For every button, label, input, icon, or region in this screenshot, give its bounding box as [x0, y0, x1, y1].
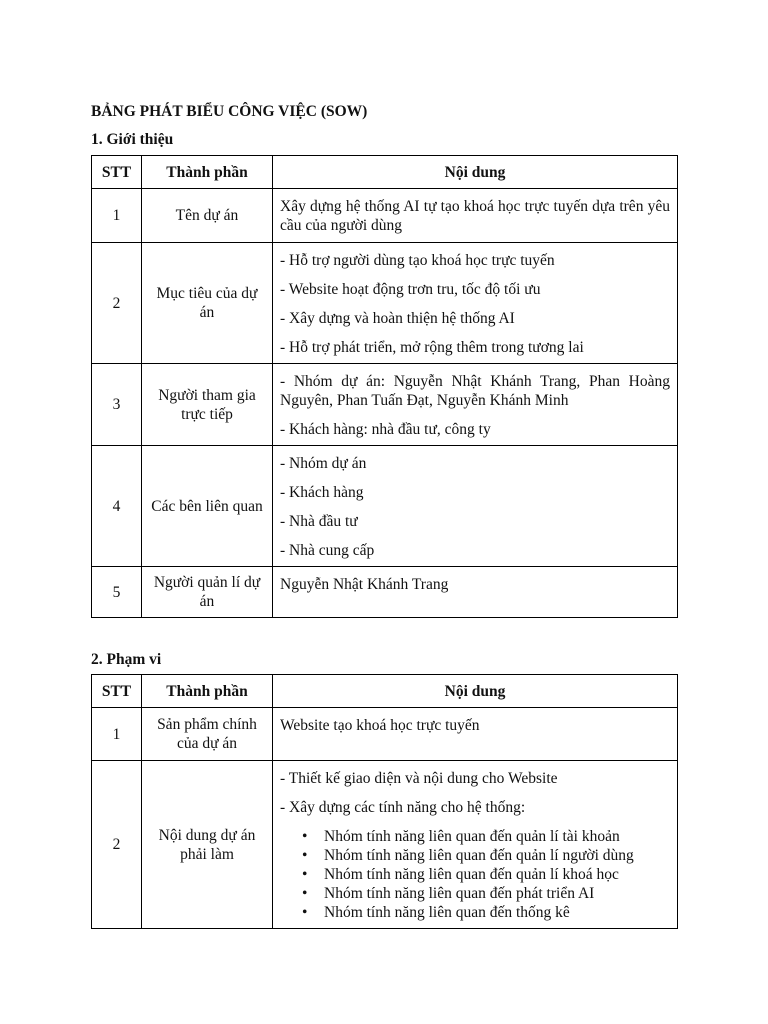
table-row — [92, 446, 678, 567]
table-row — [92, 189, 678, 243]
content-line: - Khách hàng — [280, 484, 364, 501]
content-line: - Website hoạt động trơn tru, tốc độ tối ưu — [280, 281, 541, 298]
table-header-row — [92, 156, 678, 189]
header-content: Nội dung — [273, 675, 678, 708]
row-component: Nội dung dự án phải làm — [142, 761, 273, 929]
content-line: - Hỗ trợ người dùng tạo khoá học trực tuyến — [280, 252, 555, 269]
row-content — [273, 761, 678, 929]
list-item: • Nhóm tính năng liên quan đến phát triển AI — [324, 884, 670, 903]
list-item: • Nhóm tính năng liên quan đến quản lí người dùng — [324, 846, 670, 865]
table-row — [92, 708, 678, 761]
feature-list — [280, 827, 670, 922]
table-row — [92, 243, 678, 364]
content-line: Nguyễn Nhật Khánh Trang — [280, 576, 449, 593]
table-row — [92, 761, 678, 929]
row-number: 3 — [92, 364, 142, 446]
row-number: 1 — [92, 708, 142, 761]
table-header-row — [92, 675, 678, 708]
content-line: - Nhóm dự án: Nguyễn Nhật Khánh Trang, Phan Hoàng Nguyên, Phan Tuấn Đạt, Nguyễn Khánh Minh — [280, 373, 670, 409]
content-line: Xây dựng hệ thống AI tự tạo khoá học trực tuyến dựa trên yêu cầu của người dùng — [280, 198, 670, 234]
document-title: BẢNG PHÁT BIỂU CÔNG VIỆC (SOW) — [91, 103, 368, 120]
row-number: 5 — [92, 567, 142, 618]
content-line: - Khách hàng: nhà đầu tư, công ty — [280, 421, 491, 438]
row-number: 4 — [92, 446, 142, 567]
content-line: - Nhà cung cấp — [280, 542, 375, 559]
header-component: Thành phần — [142, 156, 273, 189]
row-number: 2 — [92, 761, 142, 929]
table-row — [92, 567, 678, 618]
row-content — [273, 189, 678, 243]
list-item: • Nhóm tính năng liên quan đến quản lí khoá học — [324, 865, 670, 884]
table-row — [92, 364, 678, 446]
row-number: 1 — [92, 189, 142, 243]
header-stt: STT — [92, 156, 142, 189]
content-line: - Nhóm dự án — [280, 455, 367, 472]
section-1-heading: 1. Giới thiệu — [91, 131, 174, 148]
header-content: Nội dung — [273, 156, 678, 189]
row-component: Người tham gia trực tiếp — [142, 364, 273, 446]
row-content — [273, 446, 678, 567]
scope-table — [91, 674, 678, 929]
row-content — [273, 708, 678, 761]
row-content — [273, 567, 678, 618]
content-line: - Thiết kế giao diện và nội dung cho Website — [280, 770, 558, 787]
row-content — [273, 243, 678, 364]
introduction-table — [91, 155, 678, 618]
row-number: 2 — [92, 243, 142, 364]
row-component: Mục tiêu của dự án — [142, 243, 273, 364]
content-line: - Hỗ trợ phát triển, mở rộng thêm trong tương lai — [280, 339, 584, 356]
header-component: Thành phần — [142, 675, 273, 708]
row-content — [273, 364, 678, 446]
content-line: - Xây dựng và hoàn thiện hệ thống AI — [280, 310, 515, 327]
list-item: • Nhóm tính năng liên quan đến thống kê — [324, 903, 670, 922]
row-component: Tên dự án — [142, 189, 273, 243]
row-component: Các bên liên quan — [142, 446, 273, 567]
content-line: - Xây dựng các tính năng cho hệ thống: — [280, 799, 526, 816]
content-line: - Nhà đầu tư — [280, 513, 358, 530]
section-2-heading: 2. Phạm vi — [91, 651, 162, 668]
row-component: Người quản lí dự án — [142, 567, 273, 618]
list-item: • Nhóm tính năng liên quan đến quản lí tài khoản — [324, 827, 670, 846]
content-line: Website tạo khoá học trực tuyến — [280, 717, 480, 734]
row-component: Sản phẩm chính của dự án — [142, 708, 273, 761]
header-stt: STT — [92, 675, 142, 708]
